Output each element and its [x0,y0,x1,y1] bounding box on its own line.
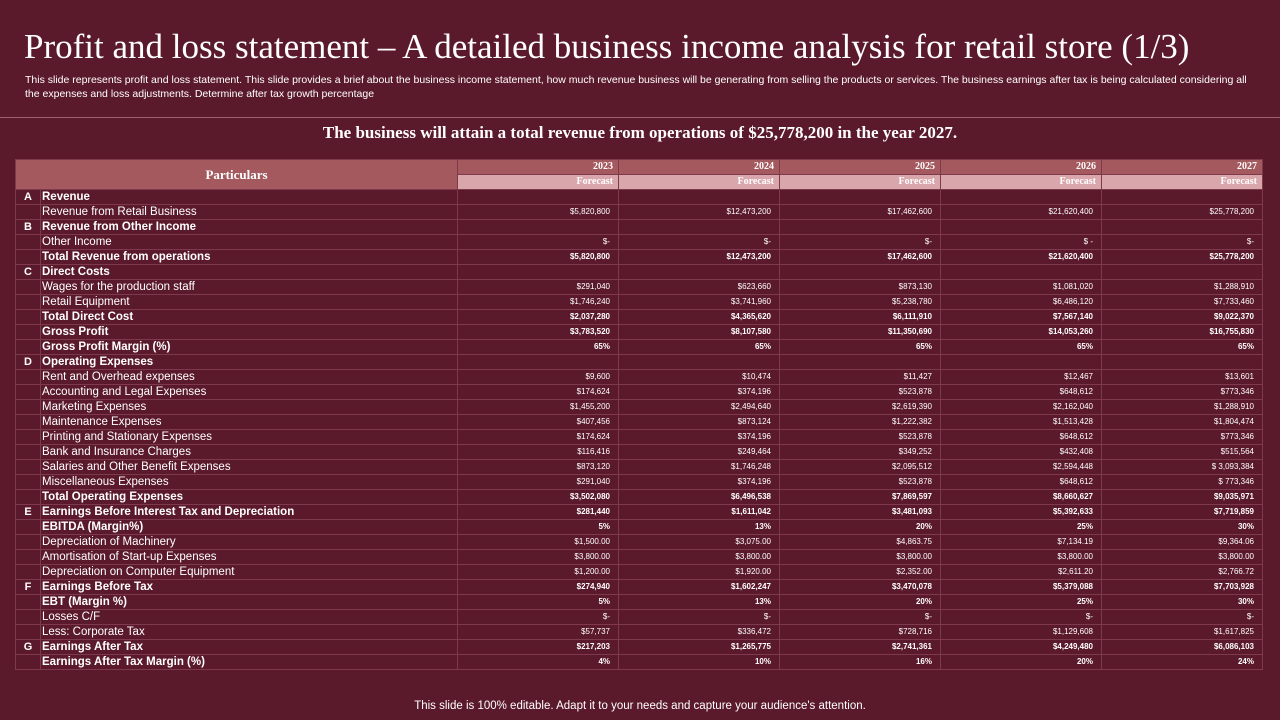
section-letter [16,610,41,625]
cell-value: $873,130 [780,280,941,295]
table-row [16,220,1263,235]
cell-value: $- [941,610,1102,625]
cell-value [941,220,1102,235]
row-label: Revenue [41,190,458,205]
cell-value: $6,496,538 [619,490,780,505]
cell-value: $3,800.00 [941,550,1102,565]
cell-value: $5,820,800 [458,250,619,265]
cell-value: $374,196 [619,430,780,445]
row-label: Accounting and Legal Expenses [41,385,458,400]
cell-value: $17,462,600 [780,250,941,265]
cell-value: $3,783,520 [458,325,619,340]
cell-value: $217,203 [458,640,619,655]
cell-value: $523,878 [780,475,941,490]
section-letter [16,535,41,550]
cell-value: $5,820,800 [458,205,619,220]
cell-value: $1,200.00 [458,565,619,580]
cell-value: $9,035,971 [1102,490,1263,505]
forecast-header: Forecast [619,175,780,190]
cell-value: $8,107,580 [619,325,780,340]
cell-value: 5% [458,520,619,535]
row-label: Printing and Stationary Expenses [41,430,458,445]
cell-value [780,265,941,280]
section-letter [16,310,41,325]
section-letter [16,625,41,640]
cell-value: $3,075.00 [619,535,780,550]
table-row [16,535,1263,550]
cell-value: $1,804,474 [1102,415,1263,430]
section-letter: C [16,265,41,280]
cell-value: 65% [780,340,941,355]
table-row [16,565,1263,580]
cell-value: $- [458,610,619,625]
row-label: EBT (Margin %) [41,595,458,610]
table-row [16,325,1263,340]
cell-value [1102,265,1263,280]
cell-value: $1,081,020 [941,280,1102,295]
cell-value: $21,620,400 [941,250,1102,265]
row-label: Total Operating Expenses [41,490,458,505]
table-row [16,355,1263,370]
row-label: Earnings After Tax Margin (%) [41,655,458,670]
cell-value: $648,612 [941,430,1102,445]
cell-value: $7,567,140 [941,310,1102,325]
table-row [16,235,1263,250]
year-header: 2027 [1102,160,1263,175]
cell-value: 24% [1102,655,1263,670]
profit-loss-table [15,159,1263,670]
table-row [16,505,1263,520]
cell-value: $274,940 [458,580,619,595]
cell-value: $2,619,390 [780,400,941,415]
cell-value: $9,600 [458,370,619,385]
cell-value: $1,920.00 [619,565,780,580]
table-row [16,385,1263,400]
cell-value: $- [458,235,619,250]
cell-value [458,355,619,370]
section-letter [16,550,41,565]
row-label: Earnings After Tax [41,640,458,655]
section-letter [16,460,41,475]
table-row [16,445,1263,460]
cell-value: $3,481,093 [780,505,941,520]
section-letter [16,400,41,415]
row-label: EBITDA (Margin%) [41,520,458,535]
cell-value: $2,594,448 [941,460,1102,475]
table-row [16,520,1263,535]
cell-value: $336,472 [619,625,780,640]
table-row [16,205,1263,220]
cell-value: $3,800.00 [619,550,780,565]
cell-value: $3,800.00 [780,550,941,565]
cell-value: $116,416 [458,445,619,460]
cell-value [458,190,619,205]
cell-value: $16,755,830 [1102,325,1263,340]
row-label: Total Revenue from operations [41,250,458,265]
cell-value: $3,502,080 [458,490,619,505]
slide-description: This slide represents profit and loss statement. This slide provides a brief about the business income statement, how much revenue business will be generating from selling the products or services. The business earnings after tax is being calculated considering all the expenses and loss adjustments. Determine after tax growth percentage [25,74,1247,100]
section-letter [16,280,41,295]
cell-value: $7,703,928 [1102,580,1263,595]
cell-value: $2,037,280 [458,310,619,325]
row-label: Maintenance Expenses [41,415,458,430]
section-letter [16,415,41,430]
cell-value: $1,288,910 [1102,280,1263,295]
cell-value [619,190,780,205]
cell-value: $- [780,610,941,625]
cell-value: $7,134.19 [941,535,1102,550]
cell-value: 20% [780,595,941,610]
row-label: Earnings Before Interest Tax and Depreciation [41,505,458,520]
forecast-header: Forecast [780,175,941,190]
table-body [16,190,1263,670]
section-letter [16,250,41,265]
cell-value [458,220,619,235]
cell-value: $3,800.00 [1102,550,1263,565]
table-row [16,295,1263,310]
table-row [16,400,1263,415]
cell-value: $25,778,200 [1102,250,1263,265]
row-label: Rent and Overhead expenses [41,370,458,385]
row-label: Operating Expenses [41,355,458,370]
table-row [16,415,1263,430]
cell-value: 20% [780,520,941,535]
row-label: Bank and Insurance Charges [41,445,458,460]
row-label: Less: Corporate Tax [41,625,458,640]
cell-value: $17,462,600 [780,205,941,220]
row-label: Marketing Expenses [41,400,458,415]
cell-value: $1,746,248 [619,460,780,475]
cell-value: $1,746,240 [458,295,619,310]
table-row [16,430,1263,445]
forecast-header: Forecast [941,175,1102,190]
cell-value: $14,053,260 [941,325,1102,340]
table-row [16,265,1263,280]
cell-value: 10% [619,655,780,670]
cell-value: $1,602,247 [619,580,780,595]
year-header: 2026 [941,160,1102,175]
particulars-header: Particulars [16,160,458,190]
table-row [16,280,1263,295]
table-row [16,580,1263,595]
row-label: Losses C/F [41,610,458,625]
row-label: Amortisation of Start-up Expenses [41,550,458,565]
section-letter [16,565,41,580]
cell-value: 65% [1102,340,1263,355]
section-letter [16,340,41,355]
cell-value: $5,379,088 [941,580,1102,595]
cell-value [941,190,1102,205]
cell-value: $5,238,780 [780,295,941,310]
cell-value: $25,778,200 [1102,205,1263,220]
cell-value: $- [1102,610,1263,625]
cell-value [619,355,780,370]
section-letter: D [16,355,41,370]
cell-value: $57,737 [458,625,619,640]
row-label: Retail Equipment [41,295,458,310]
cell-value: $2,611.20 [941,565,1102,580]
row-label: Depreciation on Computer Equipment [41,565,458,580]
cell-value: $728,716 [780,625,941,640]
cell-value: $2,352.00 [780,565,941,580]
section-letter: A [16,190,41,205]
row-label: Miscellaneous Expenses [41,475,458,490]
table-row [16,340,1263,355]
section-letter [16,325,41,340]
cell-value [1102,190,1263,205]
table-row [16,550,1263,565]
cell-value: $8,660,627 [941,490,1102,505]
table-row [16,475,1263,490]
section-letter [16,385,41,400]
cell-value: $21,620,400 [941,205,1102,220]
cell-value: $515,564 [1102,445,1263,460]
cell-value: $7,719,859 [1102,505,1263,520]
section-letter [16,445,41,460]
cell-value: 65% [619,340,780,355]
forecast-header: Forecast [1102,175,1263,190]
row-label: Total Direct Cost [41,310,458,325]
cell-value: $523,878 [780,430,941,445]
cell-value: $12,467 [941,370,1102,385]
row-label: Direct Costs [41,265,458,280]
cell-value: 5% [458,595,619,610]
section-letter [16,295,41,310]
cell-value: $1,455,200 [458,400,619,415]
cell-value: $291,040 [458,280,619,295]
section-letter [16,655,41,670]
cell-value: $1,288,910 [1102,400,1263,415]
cell-value [458,265,619,280]
cell-value: 20% [941,655,1102,670]
cell-value: $9,022,370 [1102,310,1263,325]
cell-value: $648,612 [941,475,1102,490]
section-letter [16,595,41,610]
section-letter [16,235,41,250]
cell-value: $2,741,361 [780,640,941,655]
cell-value: $10,474 [619,370,780,385]
forecast-header: Forecast [458,175,619,190]
footer-note: This slide is 100% editable. Adapt it to your needs and capture your audience's attention. [414,700,866,712]
cell-value [780,355,941,370]
cell-value: $4,249,480 [941,640,1102,655]
cell-value [619,220,780,235]
cell-value [619,265,780,280]
cell-value: $3,741,960 [619,295,780,310]
table-row [16,490,1263,505]
row-label: Gross Profit [41,325,458,340]
cell-value [941,265,1102,280]
page-title: Profit and loss statement – A detailed business income analysis for retail store (1/3) [24,27,1190,66]
cell-value: $407,456 [458,415,619,430]
cell-value: $11,350,690 [780,325,941,340]
year-header: 2025 [780,160,941,175]
cell-value: $- [780,235,941,250]
section-letter [16,205,41,220]
cell-value: 4% [458,655,619,670]
cell-value: $281,440 [458,505,619,520]
cell-value: $6,111,910 [780,310,941,325]
cell-value: $11,427 [780,370,941,385]
cell-value: $- [619,610,780,625]
cell-value: $773,346 [1102,430,1263,445]
section-letter: F [16,580,41,595]
cell-value: 65% [941,340,1102,355]
cell-value: $873,124 [619,415,780,430]
cell-value: $- [1102,235,1263,250]
section-letter: G [16,640,41,655]
section-letter [16,475,41,490]
table-row [16,655,1263,670]
cell-value: $6,486,120 [941,295,1102,310]
cell-value: $- [619,235,780,250]
cell-value: $374,196 [619,385,780,400]
header-divider [0,117,1280,118]
cell-value: $9,364.06 [1102,535,1263,550]
cell-value: $623,660 [619,280,780,295]
table-row [16,190,1263,205]
cell-value: $ - [941,235,1102,250]
section-letter: E [16,505,41,520]
cell-value: 25% [941,520,1102,535]
cell-value: 30% [1102,520,1263,535]
pl-table-container [15,159,1262,670]
row-label: Wages for the production staff [41,280,458,295]
cell-value: $3,470,078 [780,580,941,595]
cell-value: 16% [780,655,941,670]
table-row [16,640,1263,655]
cell-value: $174,624 [458,385,619,400]
cell-value: $ 773,346 [1102,475,1263,490]
cell-value: 30% [1102,595,1263,610]
table-row [16,250,1263,265]
row-label: Revenue from Retail Business [41,205,458,220]
revenue-highlight: The business will attain a total revenue from operations of $25,778,200 in the year 2027. [322,123,958,142]
cell-value [1102,220,1263,235]
cell-value: 13% [619,595,780,610]
cell-value: $523,878 [780,385,941,400]
cell-value: 25% [941,595,1102,610]
cell-value: $773,346 [1102,385,1263,400]
cell-value: $1,265,775 [619,640,780,655]
cell-value: $1,222,382 [780,415,941,430]
row-label: Other Income [41,235,458,250]
cell-value [780,190,941,205]
cell-value: $12,473,200 [619,205,780,220]
cell-value: $1,617,825 [1102,625,1263,640]
table-row [16,610,1263,625]
section-letter [16,430,41,445]
section-letter: B [16,220,41,235]
cell-value: $1,611,042 [619,505,780,520]
cell-value: $1,129,608 [941,625,1102,640]
row-label: Gross Profit Margin (%) [41,340,458,355]
cell-value: $432,408 [941,445,1102,460]
cell-value: $2,494,640 [619,400,780,415]
row-label: Earnings Before Tax [41,580,458,595]
table-row [16,460,1263,475]
table-row [16,625,1263,640]
year-header: 2023 [458,160,619,175]
section-letter [16,370,41,385]
cell-value: $291,040 [458,475,619,490]
cell-value [1102,355,1263,370]
row-label: Salaries and Other Benefit Expenses [41,460,458,475]
table-row [16,595,1263,610]
cell-value: $4,863.75 [780,535,941,550]
cell-value: $3,800.00 [458,550,619,565]
row-label: Revenue from Other Income [41,220,458,235]
cell-value: $648,612 [941,385,1102,400]
cell-value: $2,095,512 [780,460,941,475]
cell-value: $4,365,620 [619,310,780,325]
cell-value: $2,162,040 [941,400,1102,415]
cell-value [941,355,1102,370]
section-letter [16,490,41,505]
cell-value: $ 3,093,384 [1102,460,1263,475]
cell-value: $174,624 [458,430,619,445]
cell-value: $7,869,597 [780,490,941,505]
section-letter [16,520,41,535]
cell-value: 65% [458,340,619,355]
cell-value: $873,120 [458,460,619,475]
cell-value: $13,601 [1102,370,1263,385]
cell-value: $1,500.00 [458,535,619,550]
cell-value: 13% [619,520,780,535]
cell-value: $7,733,460 [1102,295,1263,310]
table-row [16,310,1263,325]
cell-value: $349,252 [780,445,941,460]
year-header: 2024 [619,160,780,175]
cell-value: $249,464 [619,445,780,460]
row-label: Depreciation of Machinery [41,535,458,550]
cell-value: $6,086,103 [1102,640,1263,655]
cell-value: $374,196 [619,475,780,490]
cell-value: $5,392,633 [941,505,1102,520]
cell-value: $12,473,200 [619,250,780,265]
cell-value [780,220,941,235]
cell-value: $1,513,428 [941,415,1102,430]
table-row [16,370,1263,385]
cell-value: $2,766.72 [1102,565,1263,580]
